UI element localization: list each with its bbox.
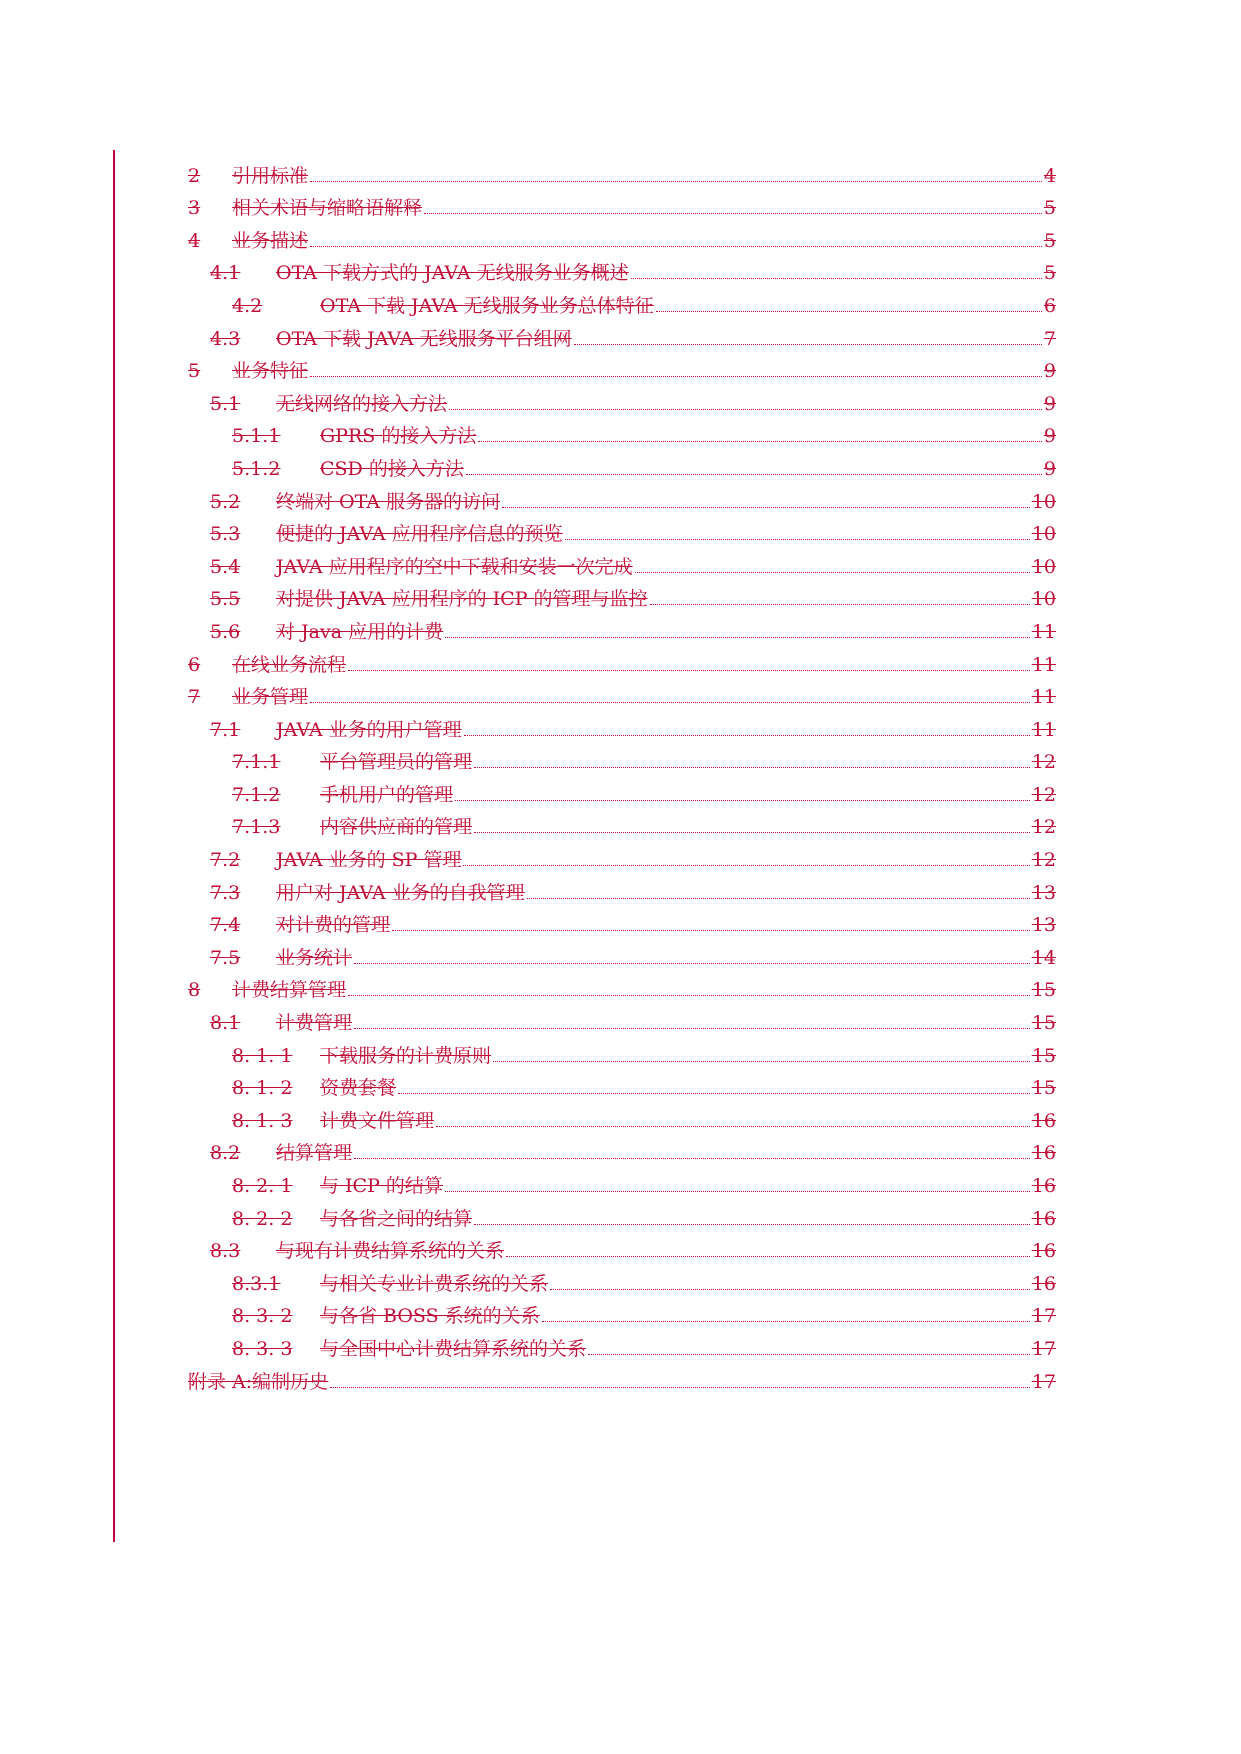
toc-entry-page-number: 16	[1031, 1175, 1056, 1197]
toc-entry[interactable]	[188, 1197, 1056, 1230]
toc-dot-leader	[436, 1125, 1030, 1127]
toc-entry-page-number: 9	[1043, 425, 1056, 448]
toc-entry-number: 8. 3. 2	[232, 1305, 293, 1328]
toc-dot-leader	[392, 929, 1030, 931]
toc-entry[interactable]	[188, 480, 1056, 513]
toc-entry-title: OTA 下载 JAVA 无线服务业务总体特征	[320, 294, 654, 317]
toc-dot-leader	[635, 571, 1030, 573]
toc-entry-title: 相关术语与缩略语解释	[232, 197, 423, 220]
toc-entry[interactable]	[188, 252, 1056, 285]
toc-dot-leader	[588, 1353, 1030, 1355]
toc-entry-number: 2	[188, 164, 201, 187]
toc-entry[interactable]	[188, 871, 1056, 904]
toc-entry[interactable]	[188, 1067, 1056, 1100]
toc-entry-number: 8. 1. 3	[232, 1109, 293, 1132]
toc-entry-number: 8.1	[210, 1012, 241, 1035]
toc-dot-leader	[574, 343, 1042, 345]
toc-entry[interactable]	[188, 513, 1056, 546]
toc-entry-title: 手机用户的管理	[320, 783, 454, 806]
toc-entry-page-number: 12	[1031, 849, 1056, 872]
toc-entry[interactable]	[188, 1327, 1056, 1360]
toc-entry-number: 7.1.1	[232, 751, 281, 774]
toc-entry[interactable]	[188, 578, 1056, 611]
toc-entry-title: 业务描述	[232, 229, 309, 252]
toc-entry-page-number: 12	[1031, 816, 1056, 839]
toc-entry-title: 业务管理	[232, 686, 309, 709]
toc-entry[interactable]	[188, 317, 1056, 350]
toc-entry[interactable]	[188, 1099, 1056, 1132]
toc-entry-title: JAVA 应用程序的空中下载和安装一次完成	[276, 555, 633, 578]
toc-entry[interactable]	[188, 904, 1056, 937]
toc-entry-page-number: 12	[1031, 783, 1056, 806]
toc-dot-leader	[445, 636, 1030, 638]
toc-dot-leader	[474, 766, 1030, 768]
toc-dot-leader	[565, 538, 1030, 540]
toc-entry-number: 5.4	[210, 555, 241, 578]
toc-entry[interactable]	[188, 708, 1056, 741]
toc-entry-number: 6	[188, 653, 201, 676]
toc-entry-number: 8. 1. 2	[232, 1077, 293, 1100]
toc-entry-title: 在线业务流程	[232, 653, 347, 676]
toc-entry[interactable]	[188, 806, 1056, 839]
toc-entry[interactable]	[188, 643, 1056, 676]
toc-dot-leader	[478, 440, 1042, 442]
toc-entry[interactable]	[188, 154, 1056, 187]
toc-entry-page-number: 10	[1031, 555, 1056, 578]
toc-entry-number: 5.3	[210, 523, 241, 546]
toc-entry-title: 无线网络的接入方法	[276, 392, 448, 415]
table-of-contents	[188, 154, 1056, 1393]
toc-dot-leader	[656, 310, 1042, 312]
toc-entry-title: 结算管理	[276, 1142, 353, 1165]
toc-entry-page-number: 10	[1031, 588, 1056, 611]
toc-dot-leader	[348, 994, 1030, 996]
toc-dot-leader	[310, 701, 1030, 703]
toc-entry-title: 与相关专业计费系统的关系	[320, 1272, 549, 1295]
toc-entry-title: 与 ICP 的结算	[320, 1175, 443, 1197]
toc-entry-title: 计费文件管理	[320, 1109, 435, 1132]
toc-entry-page-number: 9	[1043, 457, 1056, 480]
toc-dot-leader	[354, 1157, 1030, 1159]
toc-dot-leader	[449, 408, 1042, 410]
toc-entry-number: 5	[188, 360, 201, 383]
toc-entry[interactable]	[188, 284, 1056, 317]
toc-dot-leader	[310, 180, 1042, 182]
toc-entry-number: 8.3	[210, 1240, 241, 1263]
toc-dot-leader	[650, 603, 1030, 605]
toc-entry-title: 业务统计	[276, 946, 353, 969]
toc-entry[interactable]	[188, 1360, 1056, 1393]
toc-entry-title: 对 Java 应用的计费	[276, 620, 444, 643]
toc-entry-page-number: 17	[1031, 1305, 1056, 1328]
toc-dot-leader	[348, 669, 1030, 671]
toc-entry-number: 7.1.2	[232, 783, 281, 806]
toc-entry[interactable]	[188, 350, 1056, 383]
toc-entry-number: 7.3	[210, 881, 241, 904]
toc-entry-title: 平台管理员的管理	[320, 751, 473, 774]
toc-entry-number: 8. 3. 3	[232, 1337, 293, 1360]
toc-entry-number: 3	[188, 197, 201, 220]
toc-entry-page-number: 10	[1031, 523, 1056, 546]
toc-entry-number: 8. 2. 1	[232, 1175, 293, 1197]
toc-entry-title: OTA 下载方式的 JAVA 无线服务业务概述	[276, 262, 629, 285]
toc-entry-title: OTA 下载 JAVA 无线服务平台组网	[276, 327, 572, 350]
toc-entry-number: 8	[188, 979, 201, 1002]
toc-entry-title: 下载服务的计费原则	[320, 1044, 492, 1067]
toc-dot-leader	[474, 1223, 1030, 1225]
toc-entry[interactable]	[188, 969, 1056, 1002]
toc-entry-page-number: 15	[1031, 1012, 1056, 1035]
toc-dot-leader	[502, 506, 1030, 508]
toc-entry-page-number: 17	[1031, 1370, 1056, 1393]
toc-entry-page-number: 11	[1031, 620, 1056, 643]
toc-entry-number: 5.5	[210, 588, 241, 611]
toc-entry-page-number: 11	[1031, 653, 1056, 676]
toc-entry-page-number: 15	[1031, 979, 1056, 1002]
toc-entry-page-number: 16	[1031, 1272, 1056, 1295]
toc-entry-page-number: 13	[1031, 881, 1056, 904]
toc-entry-page-number: 5	[1043, 197, 1056, 220]
toc-entry-number: 7.4	[210, 914, 241, 937]
toc-entry-title: 计费管理	[276, 1012, 353, 1035]
toc-entry-page-number: 16	[1031, 1240, 1056, 1263]
toc-entry-title: 内容供应商的管理	[320, 816, 473, 839]
toc-entry-title: JAVA 业务的用户管理	[276, 718, 462, 741]
toc-dot-leader	[398, 1092, 1030, 1094]
toc-entry-page-number: 11	[1031, 686, 1056, 709]
toc-entry-number: 8.2	[210, 1142, 241, 1165]
toc-dot-leader	[330, 1386, 1030, 1388]
toc-dot-leader	[445, 1190, 1030, 1192]
toc-entry-title: 引用标准	[232, 164, 309, 187]
toc-entry-title: 与现有计费结算系统的关系	[276, 1240, 505, 1263]
toc-entry[interactable]	[188, 1164, 1056, 1197]
toc-entry-page-number: 16	[1031, 1142, 1056, 1165]
toc-entry-title: 与全国中心计费结算系统的关系	[320, 1337, 587, 1360]
toc-entry-page-number: 16	[1031, 1109, 1056, 1132]
toc-entry-number: 7.5	[210, 946, 241, 969]
toc-entry-number: 7.1	[210, 718, 241, 741]
toc-entry-page-number: 11	[1031, 718, 1056, 741]
revision-change-bar	[113, 150, 115, 1542]
toc-entry-title: 附录 A:编制历史	[188, 1370, 329, 1393]
toc-entry-number: 4.3	[210, 327, 241, 350]
toc-dot-leader	[310, 375, 1042, 377]
toc-entry-title: GPRS 的接入方法	[320, 425, 477, 448]
toc-entry[interactable]	[188, 1001, 1056, 1034]
toc-dot-leader	[542, 1320, 1030, 1322]
toc-dot-leader	[464, 734, 1030, 736]
toc-entry[interactable]	[188, 545, 1056, 578]
toc-entry[interactable]	[188, 741, 1056, 774]
toc-entry[interactable]	[188, 936, 1056, 969]
toc-entry-number: 5.1	[210, 392, 241, 415]
toc-entry-page-number: 9	[1043, 360, 1056, 383]
toc-entry-page-number: 5	[1043, 229, 1056, 252]
toc-dot-leader	[493, 1060, 1030, 1062]
toc-entry-number: 7	[188, 686, 201, 709]
toc-entry-number: 4.2	[232, 294, 263, 317]
toc-dot-leader	[310, 245, 1042, 247]
toc-entry-title: 资费套餐	[320, 1077, 397, 1100]
toc-entry-page-number: 16	[1031, 1207, 1056, 1230]
toc-entry-page-number: 6	[1043, 294, 1056, 317]
toc-entry-title: 与各省之间的结算	[320, 1207, 473, 1230]
toc-dot-leader	[550, 1288, 1030, 1290]
toc-entry-number: 8. 2. 2	[232, 1207, 293, 1230]
toc-entry-page-number: 7	[1043, 327, 1056, 350]
toc-entry[interactable]	[188, 447, 1056, 480]
toc-entry-number: 7.1.3	[232, 816, 281, 839]
toc-entry-page-number: 17	[1031, 1337, 1056, 1360]
toc-dot-leader	[354, 1027, 1030, 1029]
toc-entry-title: CSD 的接入方法	[320, 457, 464, 480]
toc-entry-title: 对提供 JAVA 应用程序的 ICP 的管理与监控	[276, 588, 648, 611]
toc-entry[interactable]	[188, 1132, 1056, 1165]
toc-entry-number: 5.1.2	[232, 457, 281, 480]
toc-entry[interactable]	[188, 1034, 1056, 1067]
toc-entry-title: 便捷的 JAVA 应用程序信息的预览	[276, 523, 563, 546]
toc-dot-leader	[506, 1255, 1030, 1257]
toc-entry-title: 与各省 BOSS 系统的关系	[320, 1305, 540, 1328]
toc-entry[interactable]	[188, 838, 1056, 871]
toc-entry[interactable]	[188, 610, 1056, 643]
toc-entry-title: 业务特征	[232, 360, 309, 383]
toc-entry-page-number: 10	[1031, 490, 1056, 513]
toc-dot-leader	[455, 799, 1030, 801]
toc-entry-number: 4	[188, 229, 201, 252]
toc-entry-number: 5.1.1	[232, 425, 281, 448]
toc-dot-leader	[527, 897, 1030, 899]
toc-entry-page-number: 14	[1031, 946, 1056, 969]
toc-entry-page-number: 13	[1031, 914, 1056, 937]
toc-entry-page-number: 9	[1043, 392, 1056, 415]
toc-dot-leader	[463, 864, 1029, 866]
toc-entry-title: 终端对 OTA 服务器的访问	[276, 490, 501, 513]
toc-dot-leader	[631, 277, 1042, 279]
toc-entry[interactable]	[188, 676, 1056, 709]
toc-entry-number: 8.3.1	[232, 1272, 281, 1295]
toc-entry-number: 4.1	[210, 262, 241, 285]
toc-entry-title: 对计费的管理	[276, 914, 391, 937]
toc-entry-page-number: 12	[1031, 751, 1056, 774]
toc-entry[interactable]	[188, 773, 1056, 806]
toc-entry[interactable]	[188, 187, 1056, 220]
toc-entry-title: 计费结算管理	[232, 979, 347, 1002]
toc-entry-page-number: 15	[1031, 1044, 1056, 1067]
toc-entry[interactable]	[188, 382, 1056, 415]
toc-dot-leader	[354, 962, 1030, 964]
toc-dot-leader	[424, 212, 1042, 214]
toc-entry[interactable]	[188, 1230, 1056, 1263]
toc-entry[interactable]	[188, 1262, 1056, 1295]
toc-entry-number: 5.6	[210, 620, 241, 643]
toc-entry[interactable]	[188, 219, 1056, 252]
toc-entry-number: 7.2	[210, 849, 241, 872]
toc-entry-page-number: 4	[1043, 164, 1056, 187]
toc-entry-title: 用户对 JAVA 业务的自我管理	[276, 881, 525, 904]
toc-entry[interactable]	[188, 415, 1056, 448]
toc-entry[interactable]	[188, 1295, 1056, 1328]
toc-entry-number: 5.2	[210, 490, 241, 513]
toc-entry-title: JAVA 业务的 SP 管理	[276, 849, 462, 872]
toc-entry-page-number: 5	[1043, 262, 1056, 285]
toc-entry-page-number: 15	[1031, 1077, 1056, 1100]
toc-entry-number: 8. 1. 1	[232, 1044, 293, 1067]
toc-dot-leader	[474, 831, 1030, 833]
toc-dot-leader	[466, 473, 1042, 475]
